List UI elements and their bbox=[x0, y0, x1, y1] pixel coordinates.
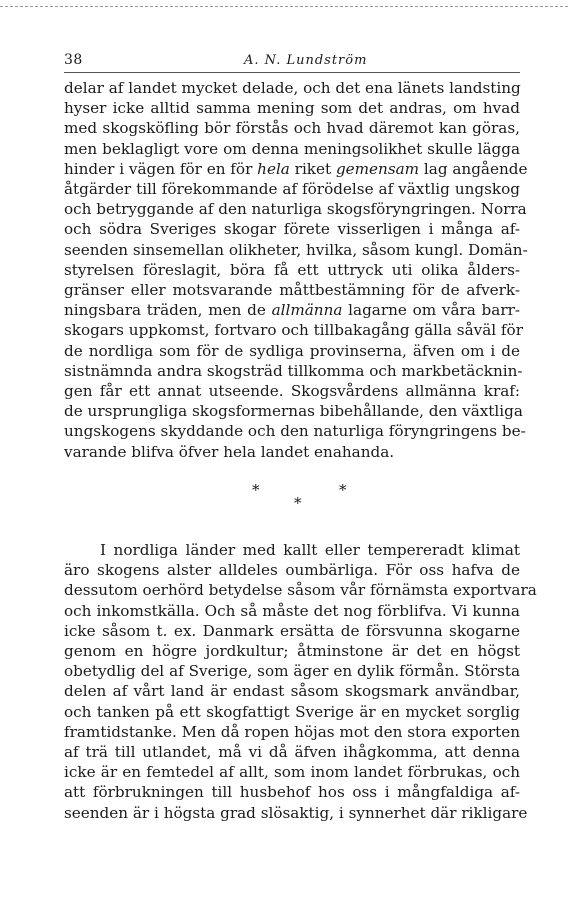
text-line: delen af vårt land är endast såsom skogsmark användbar, bbox=[64, 682, 520, 701]
text-line: varande blifva öfver hela landet enahanda. bbox=[64, 442, 395, 461]
text-line: framtidstanke. Men då ropen höjas mot den stora exporten bbox=[64, 722, 520, 741]
text-line: och betryggande af den naturliga skogsföryngringen. Norra bbox=[64, 200, 527, 219]
top-scan-edge bbox=[0, 6, 568, 7]
page-header bbox=[64, 52, 520, 72]
text-line: obetydlig del af Sverige, som äger en dylik förmån. Största bbox=[64, 662, 520, 681]
text-line: men beklagligt vore om denna meningsolikhet skulle lägga bbox=[64, 139, 520, 158]
text-line: af trä till utlandet, må vi då äfven ihågkomma, att denna bbox=[64, 743, 520, 762]
text-line: gränser eller motsvarande måttbestämning för de afverk- bbox=[64, 281, 520, 300]
running-head: A. N. Lundström bbox=[244, 53, 368, 68]
text-line: hyser icke alltid samma mening som det andras, om hvad bbox=[64, 99, 520, 118]
text-line: seenden är i högsta grad slösaktig, i synnerhet där rikligare bbox=[64, 803, 528, 822]
text-line: ungskogens skyddande och den naturliga föryngringens be- bbox=[64, 422, 526, 441]
asterisk: * bbox=[339, 481, 347, 499]
page-number: 38 bbox=[64, 52, 83, 68]
text-line: och tanken på ett skogfattigt Sverige är en mycket sorglig bbox=[64, 702, 520, 721]
paragraph-1 bbox=[64, 78, 528, 462]
text-line: delar af landet mycket delade, och det ena länets landsting bbox=[64, 79, 521, 97]
text-line: åtgärder till förekommande af förödelse af växtlig ungskog bbox=[64, 180, 520, 199]
text-line: icke är en femtedel af allt, som inom landet förbrukas, och bbox=[64, 763, 520, 782]
text-line: seenden sinsemellan olikheter, hvilka, såsom kungl. Domän- bbox=[64, 240, 528, 259]
text-line: och inkomstkälla. Och så måste det nog förblifva. Vi kunna bbox=[64, 601, 520, 620]
emphasis: allmänna bbox=[271, 301, 343, 320]
text-line: hinder i vägen för en för hela riket gemensam lag angående bbox=[64, 159, 528, 178]
text-line: och södra Sveriges skogar förete visserligen i många af- bbox=[64, 220, 520, 239]
text-line: att förbrukningen till husbehof hos oss i mångfaldiga af- bbox=[64, 783, 520, 802]
emphasis: hela bbox=[257, 159, 290, 178]
text-line: I nordliga länder med kallt eller tempereradt klimat bbox=[100, 541, 520, 559]
paragraph-2 bbox=[64, 540, 537, 823]
text-line: de nordliga som för de sydliga provinserna, äfven om i de bbox=[64, 341, 520, 360]
text-line: genom en högre jordkultur; åtminstone är det en högst bbox=[64, 642, 520, 661]
text-line: de ursprungliga skogsformernas bibehållande, den växtliga bbox=[64, 402, 523, 421]
header-rule bbox=[64, 72, 520, 73]
text-line: äro skogens alster alldeles oumbärliga. För oss hafva de bbox=[64, 561, 520, 580]
asterisk: * bbox=[294, 494, 302, 512]
text-line: med skogsköfling bör förstås och hvad däremot kan göras, bbox=[64, 119, 520, 138]
asterisk: * bbox=[252, 481, 260, 499]
text-line: styrelsen föreslagit, böra få ett uttryck uti olika ålders- bbox=[64, 260, 520, 279]
text-line: skogars uppkomst, fortvaro och tillbakagång gälla såväl för bbox=[64, 321, 523, 340]
text-line: gen får ett annat utseende. Skogsvårdens allmänna kraf: bbox=[64, 382, 520, 401]
text-line: icke såsom t. ex. Danmark ersätta de försvunna skogarne bbox=[64, 621, 520, 640]
text-line: dessutom oerhörd betydelse såsom vår förnämsta exportvara bbox=[64, 581, 537, 600]
text-line: ningsbara träden, men de allmänna lagarne om våra barr- bbox=[64, 301, 520, 320]
text-line: sistnämnda andra skogsträd tillkomma och markbetäcknin- bbox=[64, 361, 523, 380]
emphasis: gemensam bbox=[335, 159, 420, 178]
